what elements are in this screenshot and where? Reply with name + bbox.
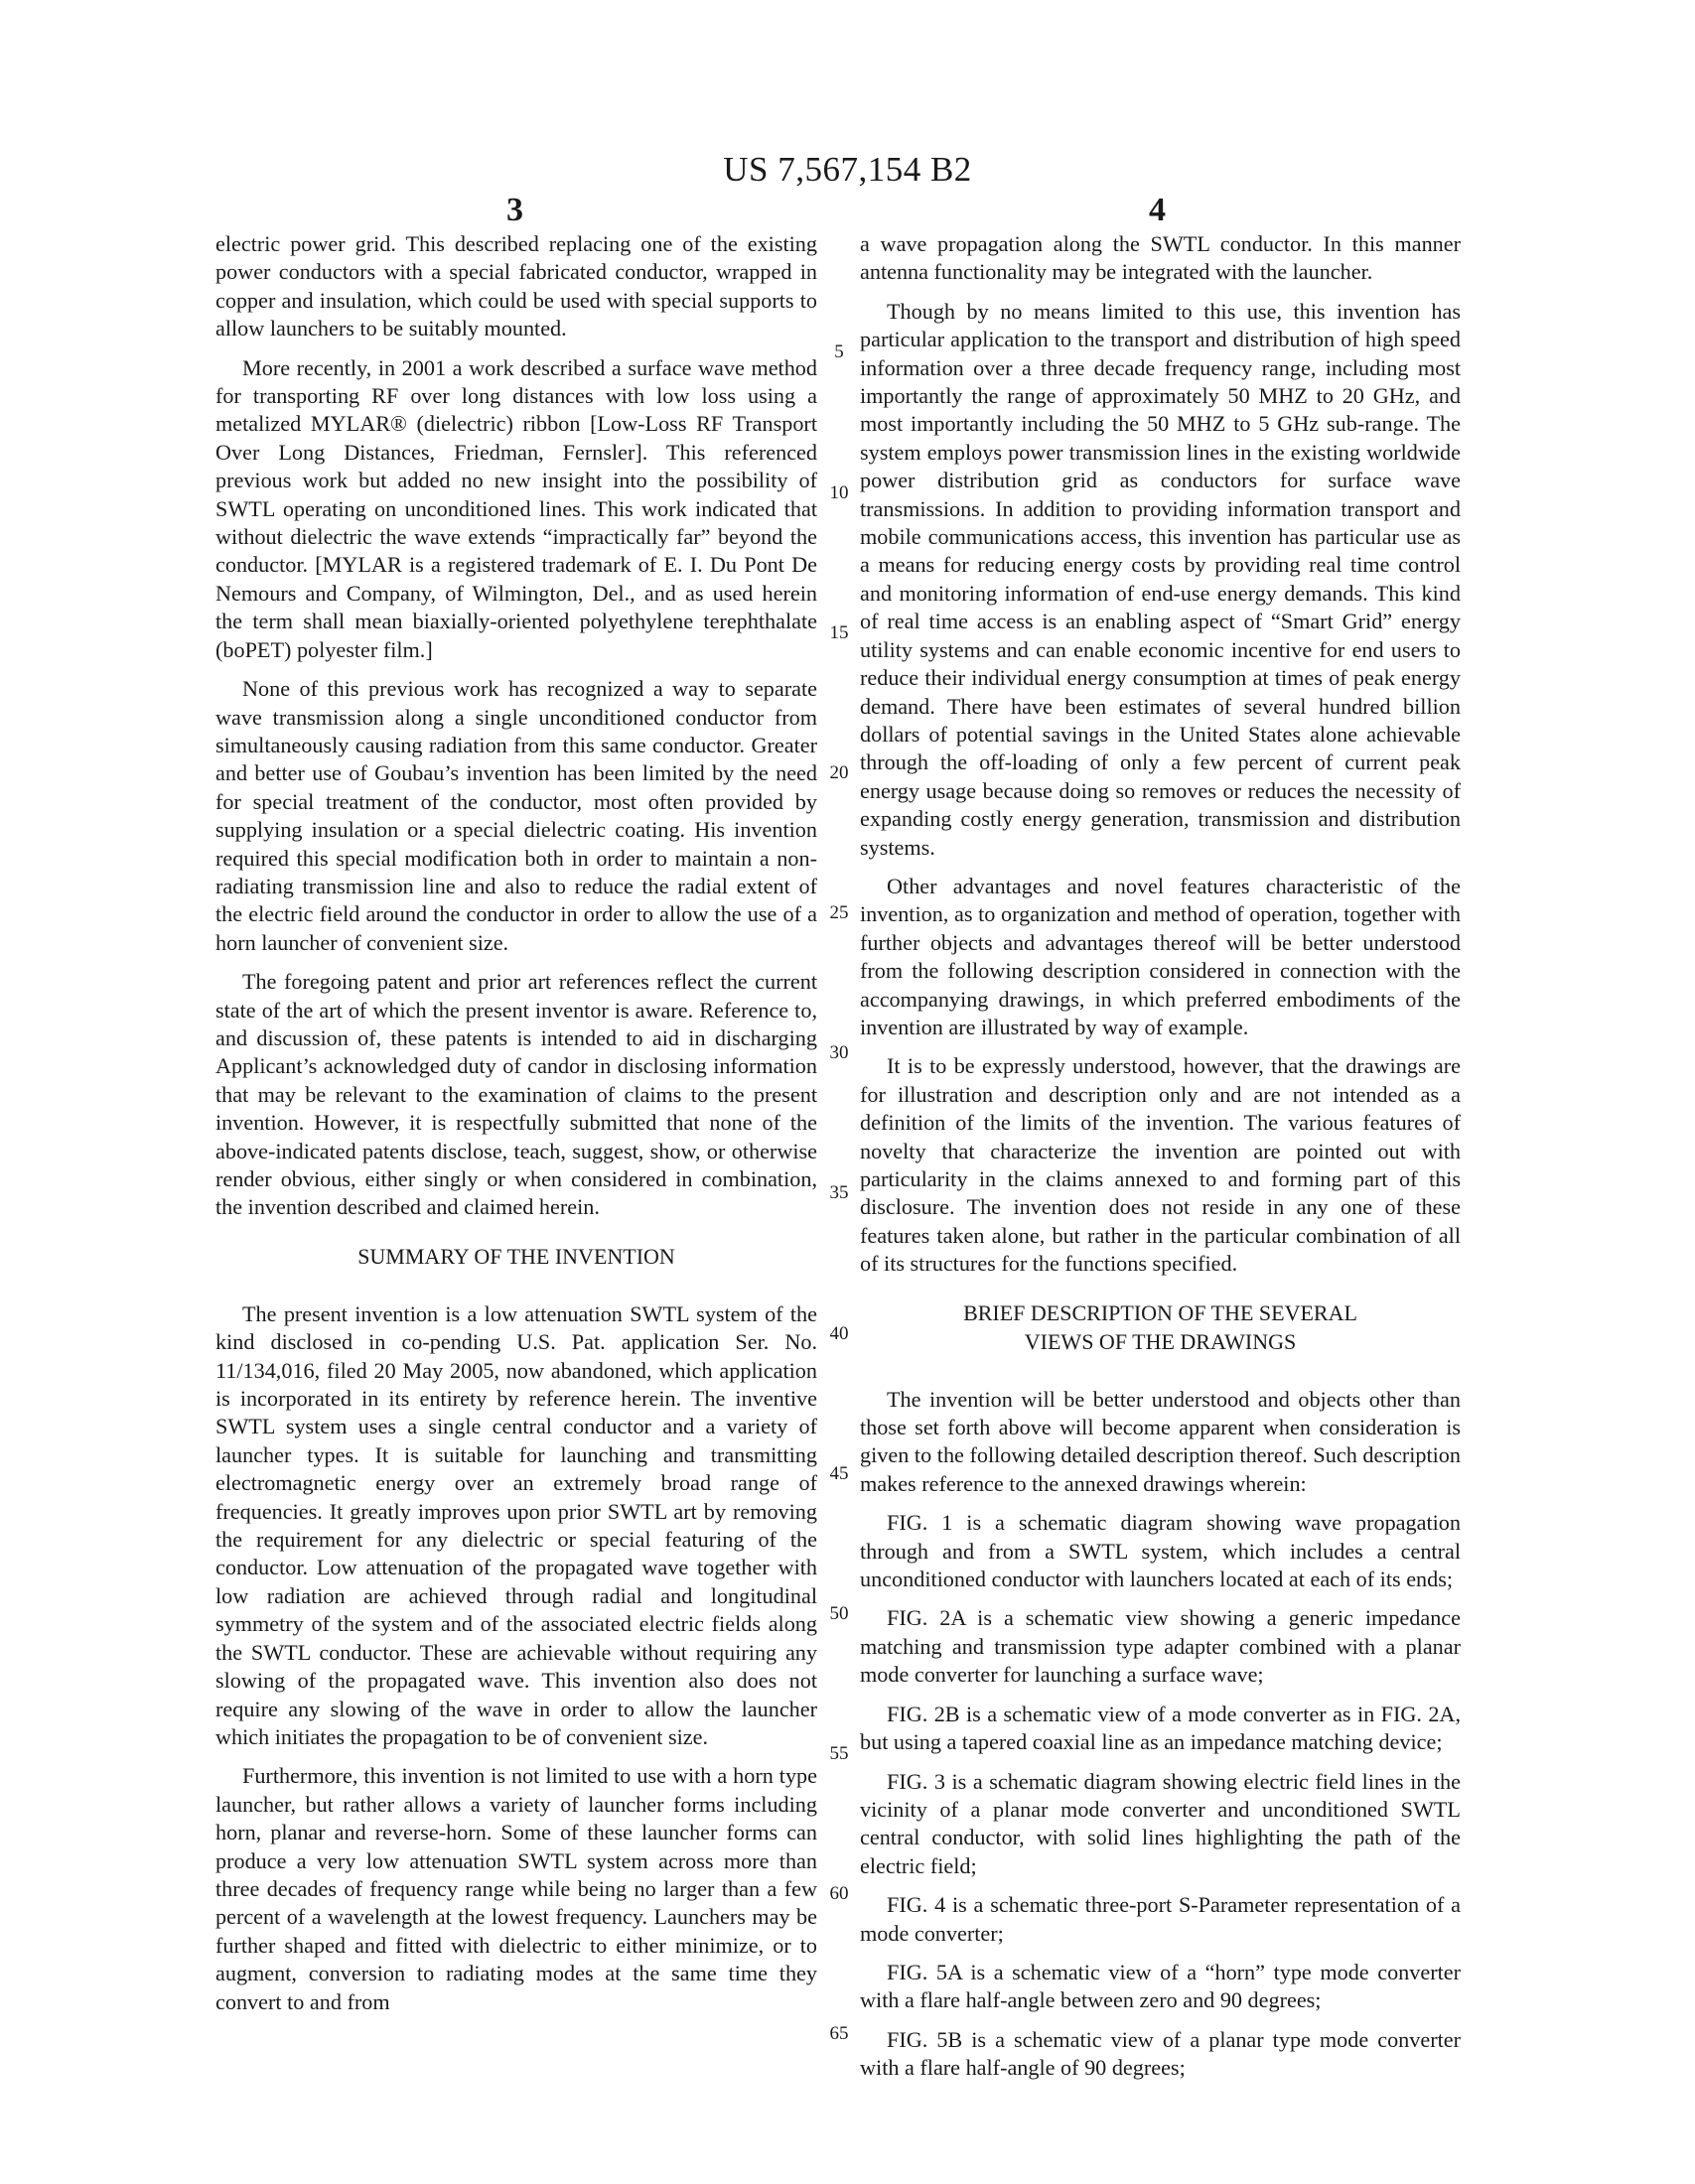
right-column: [860, 230, 1461, 2094]
figure-description: FIG. 4 is a schematic three-port S-Parameter representation of a mode converter;: [860, 1892, 1461, 1946]
line-number: 20: [829, 762, 849, 783]
left-column-number: 3: [506, 192, 523, 228]
line-number: 25: [829, 902, 849, 923]
line-number-gutter: [820, 0, 858, 2184]
patent-number: US 7,567,154 B2: [723, 150, 972, 189]
paragraph: Other advantages and novel features characteristic of the invention, as to organization and method of operation, together with further objects and advantages thereof will be better understood from the following description considered in connection with the accompanying drawings, in which preferred embodiments of the invention are illustrated by way of example.: [860, 873, 1461, 1039]
line-number: 30: [829, 1042, 849, 1063]
heading-line: BRIEF DESCRIPTION OF THE SEVERAL: [963, 1299, 1357, 1325]
figure-description: FIG. 2B is a schematic view of a mode converter as in FIG. 2A, but using a tapered coaxial line as an impedance matching device;: [860, 1701, 1461, 1755]
line-number: 55: [829, 1743, 849, 1764]
paragraph: a wave propagation along the SWTL conductor. In this manner antenna functionality may be integrated with the launcher.: [860, 231, 1461, 285]
right-column-number: 4: [1149, 192, 1166, 228]
line-number: 35: [829, 1182, 849, 1203]
paragraph: The invention will be better understood and objects other than those set forth above will become apparent when consideration is given to the following detailed description thereof. Such description makes reference to the annexed drawings wherein:: [860, 1386, 1461, 1496]
line-number: 5: [834, 341, 844, 362]
paragraph: Though by no means limited to this use, this invention has particular application to the transport and distribution of high speed information over a three decade frequency range, including most importantly the range of approximately 50 MHZ to 20 GHz, and most importantly including the 50 MHZ to 5 GHz sub-range. The system employs power transmission lines in the existing worldwide power distribution grid as conductors for surface wave transmissions. In addition to providing information transport and mobile communications access, this invention has particular use as a means for reducing energy costs by providing real time control and monitoring information of end-use energy demands. This kind of real time access is an enabling aspect of “Smart Grid” energy utility systems and can enable economic incentive for end users to reduce their individual energy consumption at times of peak energy demand. There have been estimates of several hundred billion dollars of potential savings in the United States alone achievable through the off-loading of only a few percent of current peak energy usage because doing so removes or reduces the necessity of expanding costly energy generation, transmission and distribution systems.: [860, 298, 1461, 860]
paragraph: More recently, in 2001 a work described a surface wave method for transporting RF over long distances with low loss using a metalized MYLAR® (dielectric) ribbon [Low-Loss RF Transport Over Long Distances, Friedman, Fernsler]. This referenced previous work but added no new insight into the possibility of SWTL operating on unconditioned lines. This work indicated that without dielectric the wave extends “impractically far” beyond the conductor. [MYLAR is a registered trademark of E. I. Du Pont De Nemours and Company, of Wilmington, Del., and as used herein the term shall mean biaxially-oriented polyethylene terephthalate (boPET) polyester film.]: [215, 354, 817, 662]
figure-description: FIG. 3 is a schematic diagram showing electric field lines in the vicinity of a planar mode converter and unconditioned SWTL central conductor, with solid lines highlighting the path of the electric field;: [860, 1768, 1461, 1878]
line-number: 10: [829, 482, 849, 503]
left-column: [215, 230, 817, 2027]
figure-description: FIG. 5A is a schematic view of a “horn” type mode converter with a flare half-angle between zero and 90 degrees;: [860, 1959, 1461, 2013]
line-number: 45: [829, 1463, 849, 1484]
paragraph: Furthermore, this invention is not limited to use with a horn type launcher, but rather allows a variety of launcher forms including horn, planar and reverse-horn. Some of these launcher forms can produce a very low attenuation SWTL system across more than three decades of frequency range while being no larger than a few percent of a wavelength at the lowest frequency. Launchers may be further shaped and fitted with dielectric to either minimize, or to augment, conversion to radiating modes at the same time they convert to and from: [215, 1763, 817, 2014]
heading-line: VIEWS OF THE DRAWINGS: [1024, 1328, 1297, 1354]
paragraph: The present invention is a low attenuation SWTL system of the kind disclosed in co-pending U.S. Pat. application Ser. No. 11/134,016, filed 20 May 2005, now abandoned, which application is incorporated in its entirety by reference herein. The inventive SWTL system uses a single central conductor and a variety of launcher types. It is suitable for launching and transmitting electromagnetic energy over an extremely broad range of frequencies. It greatly improves upon prior SWTL art by removing the requirement for any dielectric or special featuring of the conductor. Low attenuation of the propagated wave together with low radiation are achieved through radial and longitudinal symmetry of the system and of the associated electric fields along the SWTL conductor. These are achievable without requiring any slowing of the propagated wave. This invention also does not require any slowing of the wave in order to allow the launcher which initiates the propagation to be of convenient size.: [215, 1300, 817, 1749]
paragraph: The foregoing patent and prior art references reflect the current state of the art of which the present inventor is aware. Reference to, and discussion of, these patents is intended to aid in discharging Applicant’s acknowledged duty of candor in disclosing information that may be relevant to the examination of claims to the present invention. However, it is respectfully submitted that none of the above-indicated patents disclose, teach, suggest, show, or otherwise render obvious, either singly or when considered in combination, the invention described and claimed herein.: [215, 969, 817, 1220]
paragraph: electric power grid. This described replacing one of the existing power conductors with a special fabricated conductor, wrapped in copper and insulation, which could be used with special supports to allow launchers to be suitably mounted.: [215, 231, 817, 341]
line-number: 65: [829, 2023, 849, 2044]
section-heading-drawings: [860, 1298, 1461, 1356]
line-number: 40: [829, 1323, 849, 1344]
paragraph: It is to be expressly understood, however, that the drawings are for illustration and description only and are not intended as a definition of the limits of the invention. The various features of novelty that characterize the invention are pointed out with particularity in the claims annexed to and forming part of this disclosure. The invention does not reside in any one of these features taken alone, but rather in the particular combination of all of its structures for the functions specified.: [860, 1053, 1461, 1277]
paragraph: None of this previous work has recognized a way to separate wave transmission along a single unconditioned conductor from simultaneously causing radiation from this same conductor. Greater and better use of Goubau’s invention has been limited by the need for special treatment of the conductor, most often provided by supplying insulation or a special dielectric coating. His invention required this special modification both in order to maintain a non-radiating transmission line and also to reduce the radial extent of the electric field around the conductor in order to allow the use of a horn launcher of convenient size.: [215, 676, 817, 955]
line-number: 50: [829, 1603, 849, 1624]
section-heading-summary: SUMMARY OF THE INVENTION: [357, 1243, 675, 1269]
figure-description: FIG. 2A is a schematic view showing a generic impedance matching and transmission type adapter combined with a planar mode converter for launching a surface wave;: [860, 1605, 1461, 1688]
figure-description: FIG. 1 is a schematic diagram showing wave propagation through and from a SWTL system, which includes a central unconditioned conductor with launchers located at each of its ends;: [860, 1510, 1461, 1592]
line-number: 15: [829, 622, 849, 643]
figure-description: FIG. 5B is a schematic view of a planar type mode converter with a flare half-angle of 90 degrees;: [860, 2026, 1461, 2081]
line-number: 60: [829, 1883, 849, 1904]
